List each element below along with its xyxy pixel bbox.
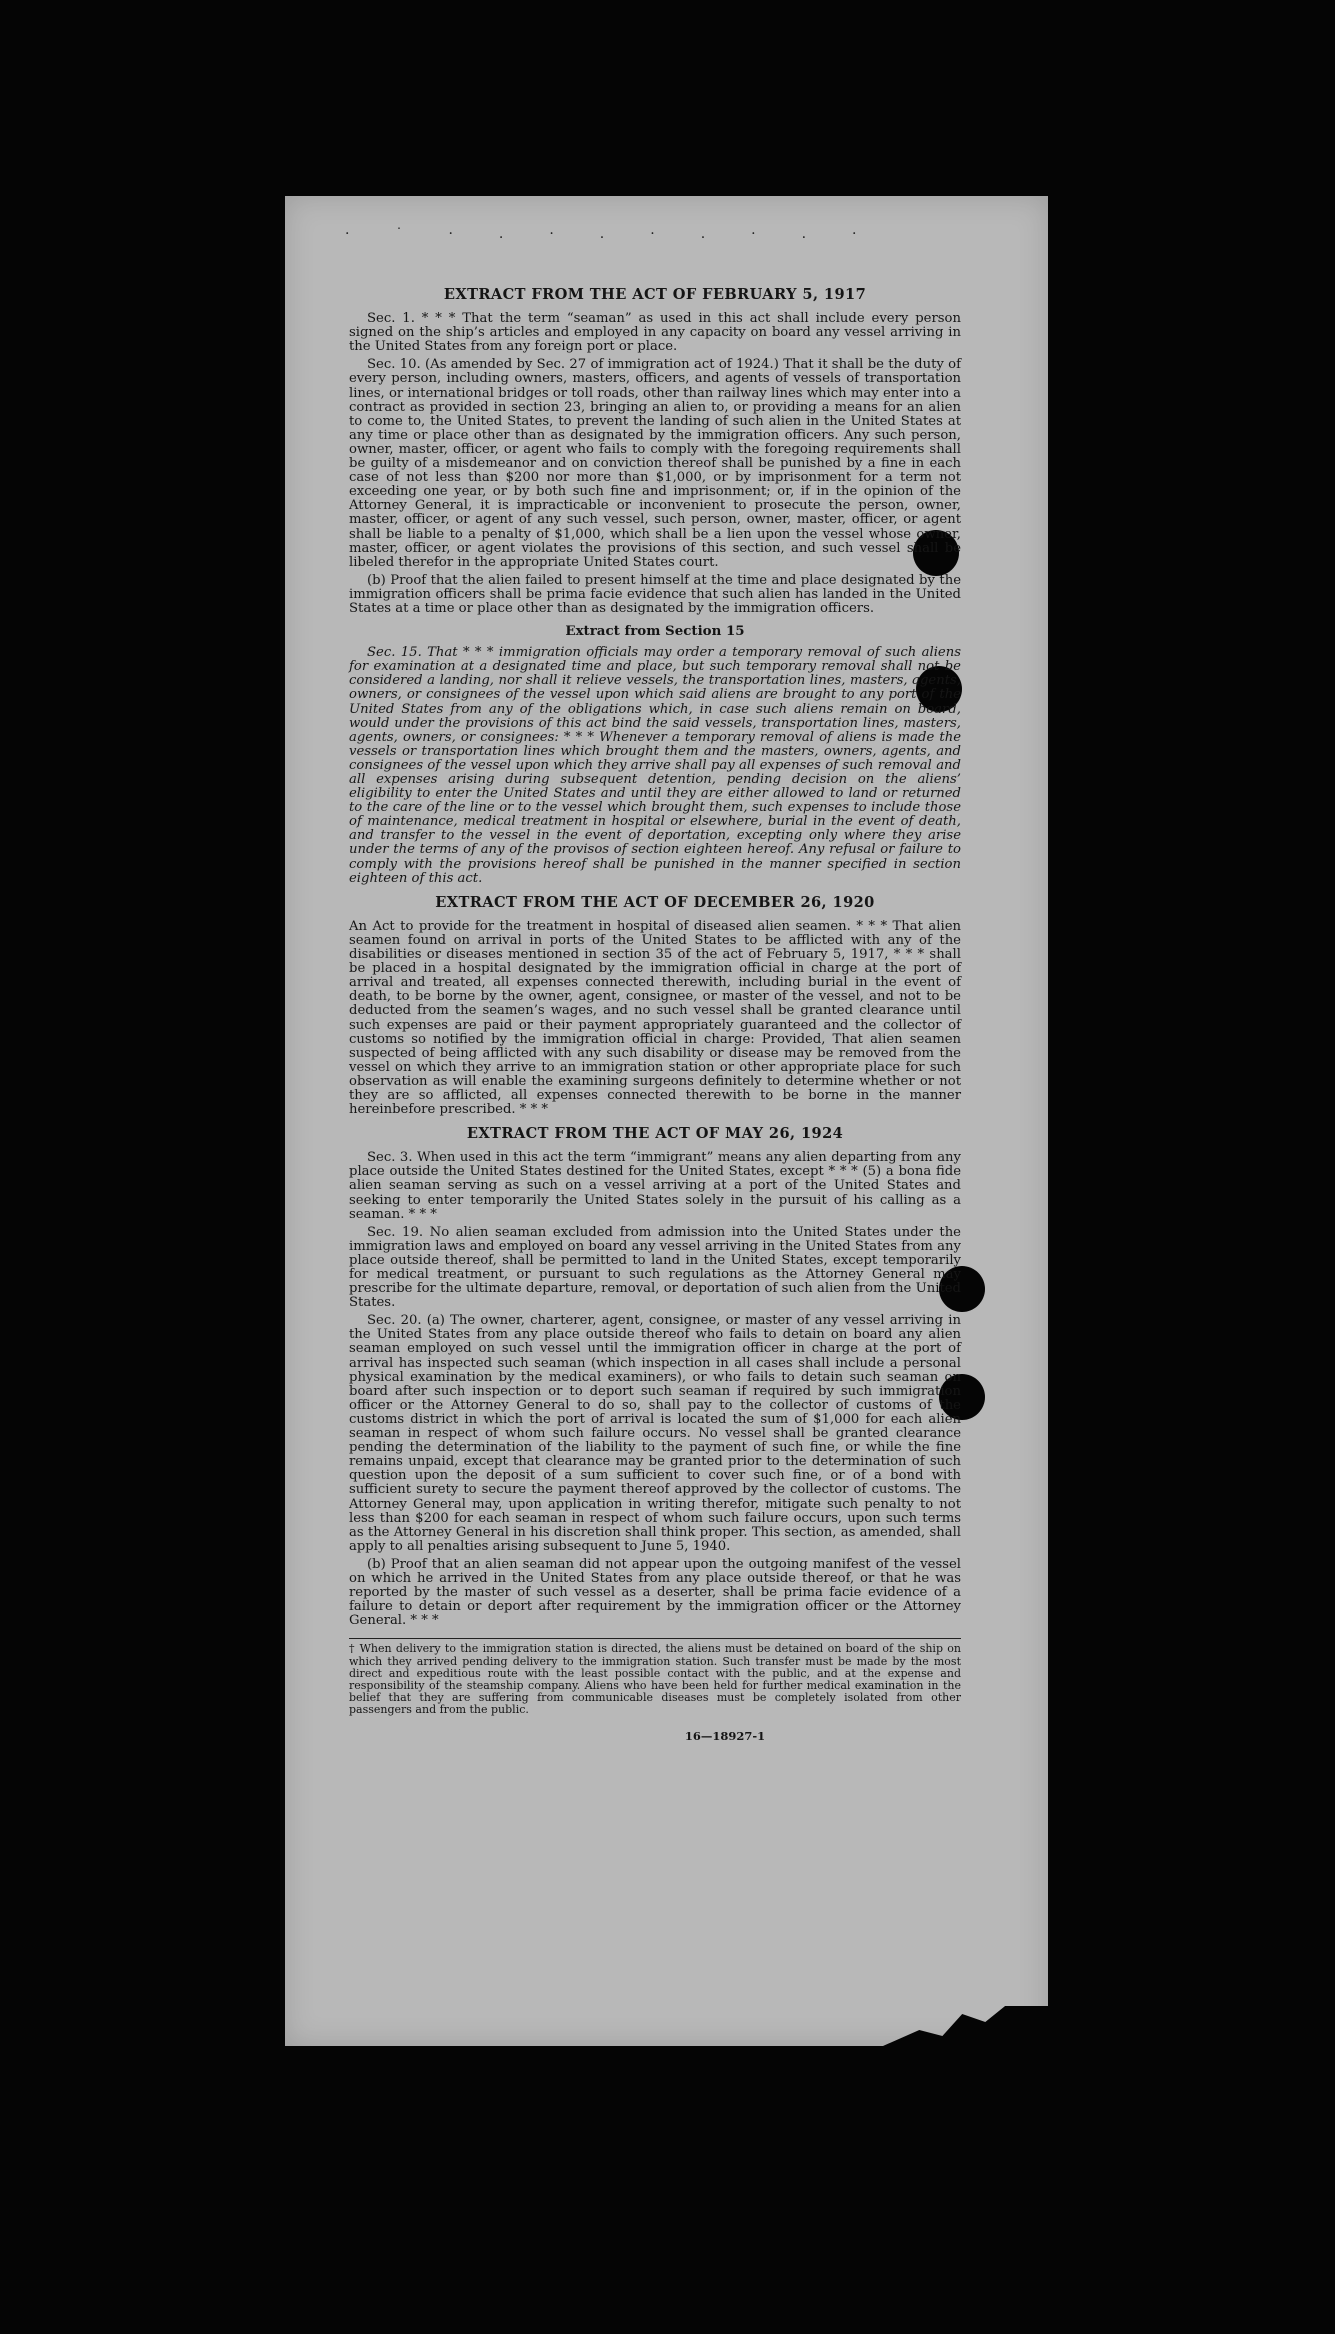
heading-act-1917: EXTRACT FROM THE ACT OF FEBRUARY 5, 1917 [443,286,867,303]
section-10: Sec. 10. (As amended by Sec. 27 of immigration act of 1924.) That it shall be the duty of every person, including owners, masters, officers, and agents of vessels of transportation lines, or international bridges or toll roads, other than railway lines which may enter into a contract as provided in section 23, bringing an alien to, or providing a means for an alien to come to, the United States, to prevent the landing of such alien in the United States at any time or place other than as designated by the immigration officers. Any such person, owner, master, officer, or agent who fails to comply with the foregoing requirements shall be guilty of a misdemeanor and on conviction thereof shall be punished by a fine in each case of not less than $200 nor more than $1,000, or by imprisonment for a term not exceeding one year, or by both such fine and imprisonment; or, if in the opinion of the Attorney General, it is impracticable or inconvenient to prosecute the person, owner, master, officer, or agent of any such vessel, such person, owner, master, officer, or agent shall be liable to a penalty of $1,000, which shall be a lien upon the vessel whose owner, master, officer, or agent violates the provisions of this section, and such vessel shall be libeled therefor in the appropriate United States court. [349,357,961,570]
section-3: Sec. 3. When used in this act the term “immigrant” means any alien departing from any place outside the United States destined for the United States, except * * * (5) a bona fide alien seaman serving as such on a vessel arriving at a port of the United States and seeking to enter temporarily the United States solely in the pursuit of his calling as a seaman. * * * [349,1150,961,1222]
heading-act-1920: EXTRACT FROM THE ACT OF DECEMBER 26, 1920 [435,893,875,911]
torn-corner [883,2006,1048,2046]
footnote: † When delivery to the immigration station is directed, the aliens must be detained on board of the ship on which they arrived pending delivery to the immigration station. Such transfer must be made by the most direct and expeditious route with the least possible contact with the public, and at the expense and responsibility of the steamship company. Aliens who have been held for further medical examination in the belief that they are suffering from communicable diseases must be completely isolated from other passengers and from the public. [349,1638,961,1716]
document-sheet [285,196,1048,2046]
document-body [349,288,961,1743]
section-1: Sec. 1. * * * That the term “seaman” as used in this act shall include every person signed on the ship’s articles and employed in any capacity on board any vessel arriving in the United States from any foreign port or place. [349,311,961,355]
heading-section-15: Extract from Section 15 [565,623,745,640]
section-20: Sec. 20. (a) The owner, charterer, agent, consignee, or master of any vessel arriving in the United States from any place outside thereof who fails to detain on board any alien seaman employed on such vessel until the immigration officer in charge at the port of arrival has inspected such seaman (which inspection in all cases shall include a personal physical examination by the medical examiners), or who fails to detain such seaman on board after such inspection or to deport such seaman if required by such immigration officer or the Attorney General to do so, shall pay to the collector of customs of the customs district in which the port of arrival is located the sum of $1,000 for each alien seaman in respect of whom such failure occurs. No vessel shall be granted clearance pending the determination of the liability to the payment of such fine, or while the fine remains unpaid, except that clearance may be granted prior to the determination of such question upon the deposit of a sum sufficient to cover such fine, or of a bond with sufficient surety to secure the payment thereof approved by the collector of customs. The Attorney General may, upon application in writing therefor, mitigate such penalty to not less than $200 for each seaman in respect of whom such failure occurs, upon such terms as the Attorney General in his discretion shall think proper. This section, as amended, shall apply to all penalties arising subsequent to June 5, 1940. [349,1313,961,1554]
section-20b: (b) Proof that an alien seaman did not appear upon the outgoing manifest of the vessel on which he arrived in the United States from any place outside thereof, or that he was reported by the master of such vessel as a deserter, shall be prima facie evidence of a failure to detain or deport after requirement by the immigration officer or the Attorney General. * * * [349,1556,961,1629]
heading-act-1924: EXTRACT FROM THE ACT OF MAY 26, 1924 [466,1125,844,1143]
form-number: 16—18927-1 [684,1728,766,1743]
section-10b: (b) Proof that the alien failed to present himself at the time and place designated by the immigration officers shall be prima facie evidence that such alien has landed in the United States at a time or place other than as designated by the immigration officers. [349,572,961,616]
section-15: Sec. 15. That * * * immigration officials may order a temporary removal of such aliens for examination at a designated time and place, but such temporary removal shall not be considered a landing, nor shall it relieve vessels, the transportation lines, masters, agents, owners, or consignees of the vessel upon which said aliens are brought to any port of the United States from any of the obligations which, in case such aliens remain on board, would under the provisions of this act bind the said vessels, transportation lines, masters, agents, owners, or consignees: * * * Whenever a temporary removal of aliens is made the vessels or transportation lines which brought them and the masters, owners, agents, and consignees of the vessel upon which they arrive shall pay all expenses of such removal and all expenses arising during subsequent detention, pending decision on the aliens’ eligibility to enter the United States and until they are either allowed to land or returned to the care of the line or to the vessel which brought them, such expenses to include those of maintenance, medical treatment in hospital or elsewhere, burial in the event of death, and transfer to the vessel in the event of deportation, excepting only where they arise under the terms of any of the provisos of section eighteen hereof. Any refusal or failure to comply with the provisions hereof shall be punished in the manner specified in section eighteen of this act. [349,645,961,886]
section-19: Sec. 19. No alien seaman excluded from admission into the United States under the immigration laws and employed on board any vessel arriving in the United States from any place outside thereof, shall be permitted to land in the United States, except temporarily for medical treatment, or pursuant to such regulations as the Attorney General may prescribe for the ultimate departure, removal, or deportation of such alien from the United States. [349,1224,961,1311]
act-1920-text: An Act to provide for the treatment in hospital of diseased alien seamen. * * * That alien seamen found on arrival in ports of the United States to be afflicted with any of the disabilities or diseases mentioned in section 35 of the act of February 5, 1917, * * * shall be placed in a hospital designated by the immigration official in charge at the port of arrival and treated, all expenses connected therewith, including burial in the event of death, to be borne by the owner, agent, consignee, or master of the vessel, and not to be deducted from the seamen’s wages, and no such vessel shall be granted clearance until such expenses are paid or their payment appropriately guaranteed and the collector of customs so notified by the immigration official in charge: Provided, That alien seamen suspected of being afflicted with any such disability or disease may be removed from the vessel on which they arrive to an immigration station or other appropriate place for such observation as will enable the examining surgeons definitely to determine whether or not they are so afflicted, all expenses connected therewith to be borne in the manner hereinbefore prescribed. * * * [349,918,961,1118]
scan-specks: ·˙·.·.·.·.· [345,226,903,242]
